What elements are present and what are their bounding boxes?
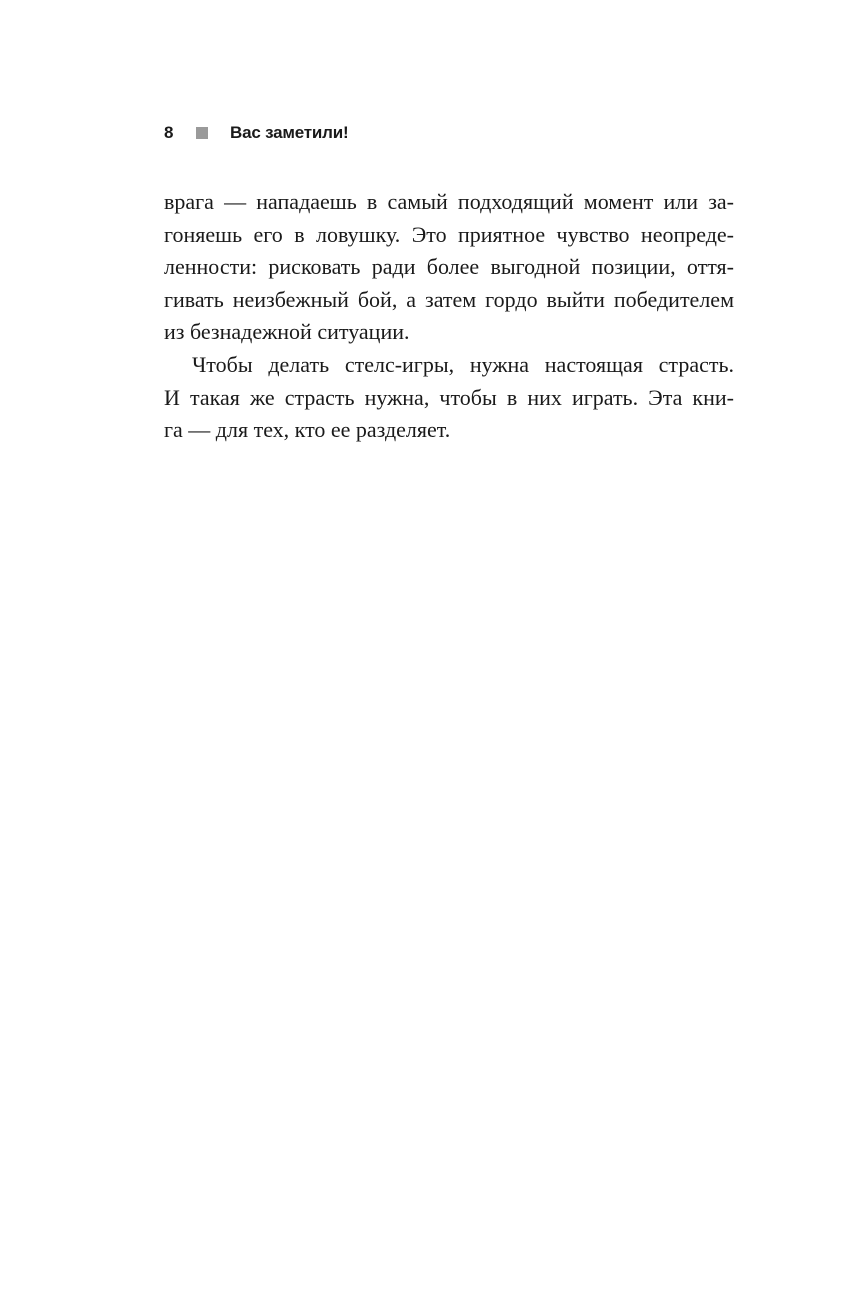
body-text [164, 186, 734, 447]
text-line: Чтобы делать стелс-игры, нужна настоящая страсть. [192, 351, 734, 377]
paragraph-1 [164, 186, 734, 349]
text-line: И такая же страсть нужна, чтобы в них играть. Эта кни- [164, 384, 734, 410]
text-line: гоняешь его в ловушку. Это приятное чувство неопреде- [164, 221, 734, 247]
chapter-title: Вас заметили! [230, 123, 349, 142]
square-separator-icon [196, 127, 208, 139]
page-number: 8 [164, 123, 174, 142]
text-line: из безнадежной ситуации. [164, 319, 410, 345]
text-line: гивать неизбежный бой, а затем гордо выйти победителем [164, 286, 734, 312]
paragraph-2 [164, 349, 734, 447]
text-line: га — для тех, кто ее разделяет. [164, 417, 451, 443]
text-line: врага — нападаешь в самый подходящий момент или за- [164, 189, 734, 214]
running-head [164, 121, 348, 145]
text-line: ленности: рисковать ради более выгодной позиции, оття- [164, 254, 734, 280]
